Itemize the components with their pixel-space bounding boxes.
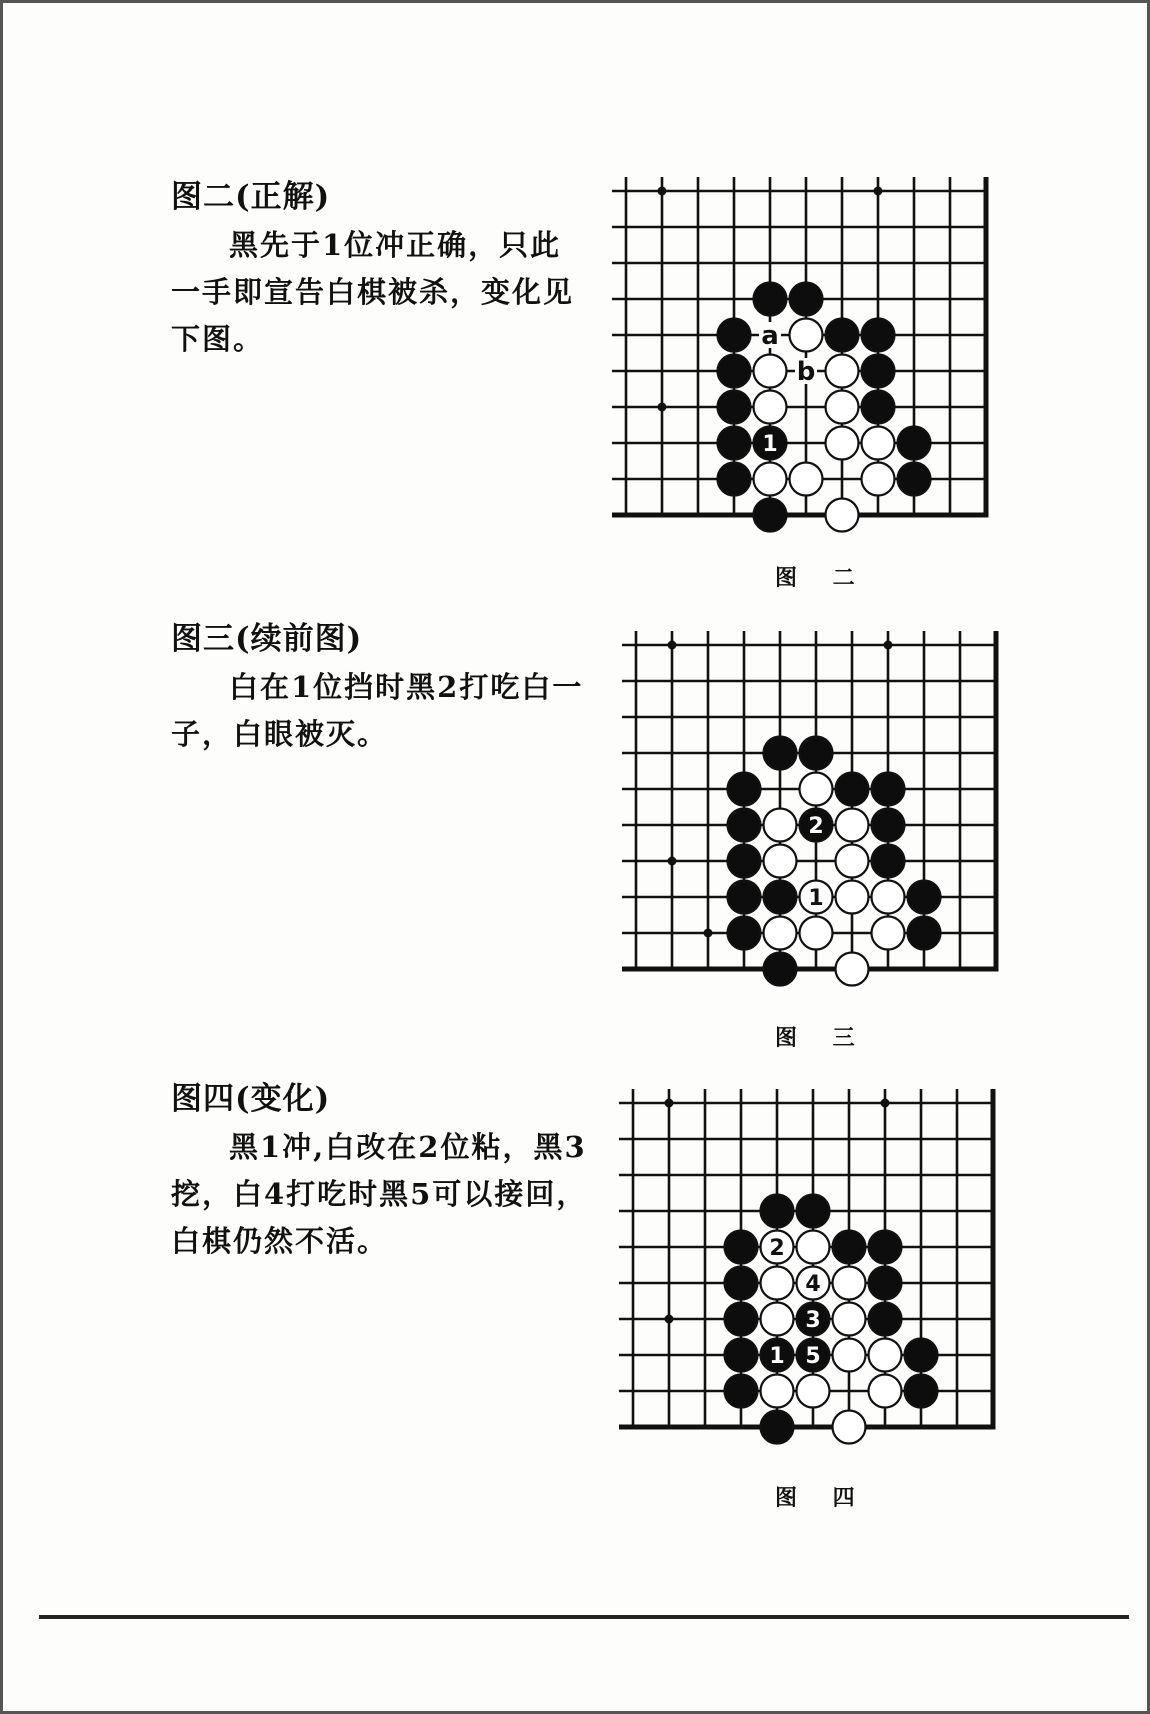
black-stone [898, 427, 931, 460]
black-stone [862, 319, 895, 352]
black-stone [872, 809, 905, 842]
white-stone [764, 917, 797, 950]
figure-3-heading: 图三(续前图) [171, 621, 363, 657]
white-stone [836, 809, 869, 842]
black-stone [908, 917, 941, 950]
figure-3-text [171, 613, 591, 758]
stone-move-number: 3 [805, 1308, 821, 1333]
black-stone [725, 1231, 758, 1264]
black-stone [728, 917, 761, 950]
white-stone [754, 463, 787, 496]
black-stone [718, 355, 751, 388]
black-stone [898, 463, 931, 496]
white-stone [797, 1231, 830, 1264]
black-stone [725, 1303, 758, 1336]
white-stone [790, 463, 823, 496]
stone-move-number: 1 [762, 432, 778, 457]
black-stone [725, 1267, 758, 1300]
black-stone [800, 737, 833, 770]
white-stone [836, 845, 869, 878]
white-stone [833, 1411, 866, 1444]
black-stone [833, 1231, 866, 1264]
hoshi-point [874, 187, 883, 196]
white-stone [826, 499, 859, 532]
figure-3-caption: 图 三 [775, 1025, 869, 1051]
bottom-rule [39, 1615, 1129, 1619]
figure-4-body: 黑1冲,白改在2位粘，黑3挖，白4打吃时黑5可以接回，白棋仍然不活。 [171, 1130, 588, 1258]
figure-2-caption: 图 二 [775, 565, 869, 591]
white-stone [761, 1375, 794, 1408]
white-stone [797, 1375, 830, 1408]
figure-2-text [171, 171, 591, 363]
black-stone [826, 319, 859, 352]
white-stone [872, 917, 905, 950]
figure-2-heading: 图二(正解) [171, 179, 331, 215]
black-stone [905, 1375, 938, 1408]
black-stone [790, 283, 823, 316]
black-stone [728, 773, 761, 806]
white-stone [800, 773, 833, 806]
figure-4-heading: 图四(变化) [171, 1081, 331, 1117]
white-stone [833, 1303, 866, 1336]
figure-4-caption: 图 四 [775, 1485, 869, 1511]
white-stone [790, 319, 823, 352]
white-stone [826, 391, 859, 424]
black-stone [764, 737, 797, 770]
white-stone [862, 463, 895, 496]
black-stone [728, 881, 761, 914]
black-stone [725, 1375, 758, 1408]
white-stone [764, 809, 797, 842]
black-stone [764, 953, 797, 986]
black-stone [725, 1339, 758, 1372]
point-mark-label: a [761, 321, 779, 351]
white-stone [761, 1267, 794, 1300]
white-stone [869, 1339, 902, 1372]
black-stone [869, 1231, 902, 1264]
black-stone [836, 773, 869, 806]
hoshi-point [881, 1099, 890, 1108]
point-mark-label: b [796, 357, 816, 387]
stone-move-number: 4 [805, 1272, 821, 1297]
black-stone [872, 845, 905, 878]
black-stone [761, 1195, 794, 1228]
hoshi-point [704, 929, 713, 938]
figure-3-body: 白在1位挡时黑2打吃白一子，白眼被灭。 [171, 670, 584, 751]
black-stone [862, 355, 895, 388]
black-stone [754, 283, 787, 316]
stone-move-number: 2 [808, 814, 824, 839]
white-stone [872, 881, 905, 914]
stone-move-number: 1 [769, 1344, 785, 1369]
black-stone [869, 1267, 902, 1300]
white-stone [862, 427, 895, 460]
black-stone [905, 1339, 938, 1372]
stone-move-number: 1 [808, 886, 824, 911]
white-stone [833, 1267, 866, 1300]
white-stone [836, 953, 869, 986]
figure-4-text [171, 1073, 591, 1265]
black-stone [728, 845, 761, 878]
white-stone [836, 881, 869, 914]
stone-move-number: 5 [805, 1344, 821, 1369]
hoshi-point [884, 641, 893, 650]
go-board-figure-4 [615, 1083, 1035, 1463]
black-stone [761, 1411, 794, 1444]
white-stone [761, 1303, 794, 1336]
hoshi-point [668, 641, 677, 650]
black-stone [908, 881, 941, 914]
go-board-figure-3 [618, 625, 1038, 1005]
white-stone [754, 391, 787, 424]
white-stone [833, 1339, 866, 1372]
figure-2-body: 黑先于1位冲正确，只此一手即宣告白棋被杀，变化见下图。 [171, 228, 575, 356]
hoshi-point [668, 857, 677, 866]
hoshi-point [665, 1315, 674, 1324]
black-stone [728, 809, 761, 842]
black-stone [718, 463, 751, 496]
hoshi-point [658, 403, 667, 412]
black-stone [869, 1303, 902, 1336]
black-stone [872, 773, 905, 806]
black-stone [797, 1195, 830, 1228]
go-board-figure-2 [608, 171, 1028, 551]
white-stone [869, 1375, 902, 1408]
hoshi-point [658, 187, 667, 196]
white-stone [800, 917, 833, 950]
hoshi-point [665, 1099, 674, 1108]
white-stone [826, 427, 859, 460]
white-stone [764, 845, 797, 878]
black-stone [718, 391, 751, 424]
black-stone [764, 881, 797, 914]
white-stone [754, 355, 787, 388]
black-stone [862, 391, 895, 424]
black-stone [718, 427, 751, 460]
white-stone [826, 355, 859, 388]
stone-move-number: 2 [769, 1236, 785, 1261]
black-stone [754, 499, 787, 532]
black-stone [718, 319, 751, 352]
